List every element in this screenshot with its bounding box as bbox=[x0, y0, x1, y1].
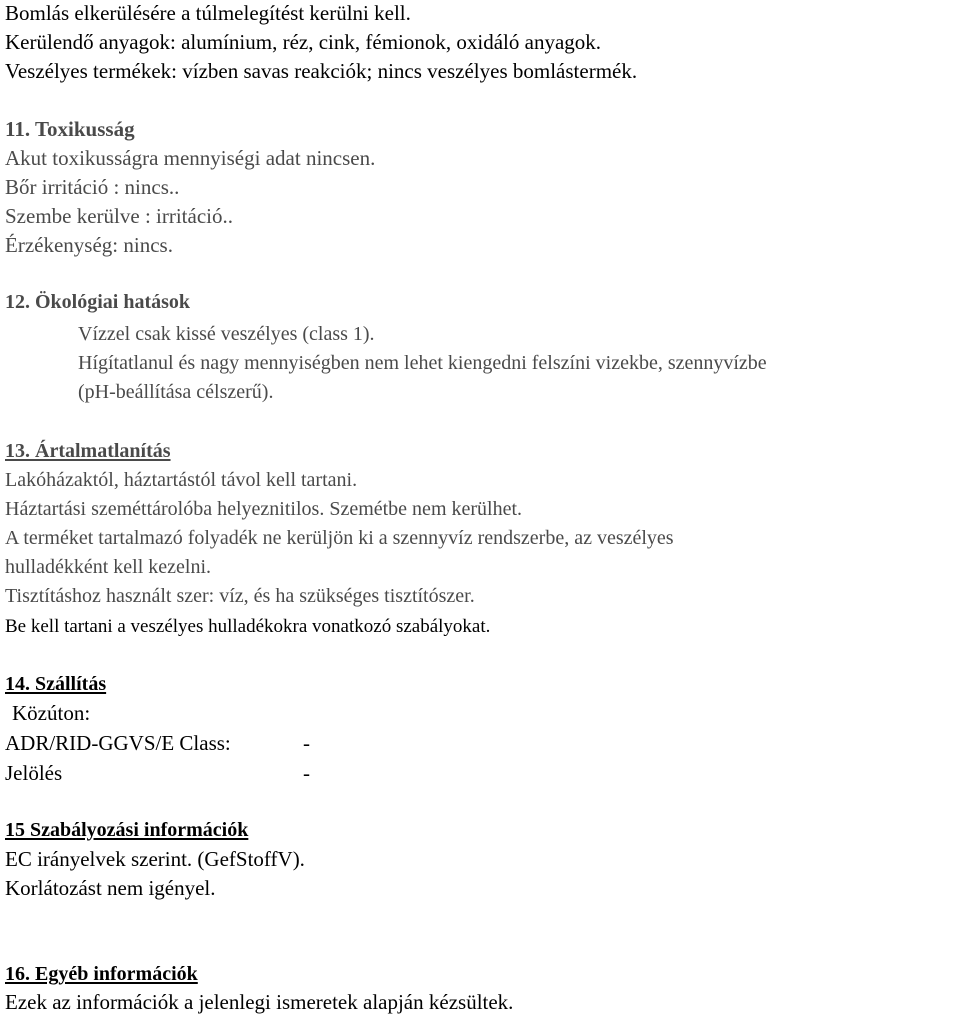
text-line: Érzékenység: nincs. bbox=[5, 233, 173, 257]
road-transport-label: Közúton: bbox=[12, 701, 91, 725]
section-16-heading: 16. Egyéb információk bbox=[5, 963, 198, 985]
text-line: hulladékként kell kezelni. bbox=[5, 556, 212, 578]
marking-label: Jelölés bbox=[5, 761, 63, 785]
section-11-heading: 11. Toxikusság bbox=[5, 117, 135, 141]
text-line: EC irányelvek szerint. (GefStoffV). bbox=[5, 847, 305, 871]
text-line: Veszélyes termékek: vízben savas reakciók; nincs veszélyes bomlástermék. bbox=[5, 59, 638, 83]
section-12-heading: 12. Ökológiai hatások bbox=[5, 291, 191, 313]
section-14-heading: 14. Szállítás bbox=[5, 673, 107, 695]
text-line: Vízzel csak kissé veszélyes (class 1). bbox=[78, 323, 375, 345]
text-line: Be kell tartani a veszélyes hulladékokra vonatkozó szabályokat. bbox=[5, 616, 491, 637]
section-15-heading: 15 Szabályozási információk bbox=[5, 819, 249, 841]
text-line: (pH-beállítása célszerű). bbox=[78, 381, 274, 403]
section-13-heading: 13. Ártalmatlanítás bbox=[5, 440, 171, 462]
text-line: Akut toxikusságra mennyiségi adat nincsen. bbox=[5, 146, 376, 170]
text-line: Háztartási szeméttárolóba helyeznitilos. Szemétbe nem kerülhet. bbox=[5, 498, 523, 520]
text-line: A terméket tartalmazó folyadék ne kerüljön ki a szennyvíz rendszerbe, az veszélyes bbox=[5, 527, 674, 549]
adr-class-label: ADR/RID-GGVS/E Class: bbox=[5, 731, 231, 755]
text-line: Ezek az információk a jelenlegi ismeretek alapján kézsültek. bbox=[5, 990, 514, 1014]
text-line: Hígítatlanul és nagy mennyiségben nem lehet kiengedni felszíni vizekbe, szennyvízbe bbox=[78, 352, 767, 374]
text-line: Tisztításhoz használt szer: víz, és ha szükséges tisztítószer. bbox=[5, 585, 475, 607]
text-line: Lakóházaktól, háztartástól távol kell tartani. bbox=[5, 469, 358, 491]
marking-value: - bbox=[303, 761, 310, 785]
text-line: Kerülendő anyagok: alumínium, réz, cink, fémionok, oxidáló anyagok. bbox=[5, 30, 602, 54]
text-line: Szembe kerülve : irritáció.. bbox=[5, 204, 233, 228]
text-line: Korlátozást nem igényel. bbox=[5, 876, 216, 900]
adr-class-value: - bbox=[303, 731, 310, 755]
text-line: Bomlás elkerülésére a túlmelegítést kerülni kell. bbox=[5, 1, 411, 25]
text-line: Bőr irritáció : nincs.. bbox=[5, 175, 180, 199]
